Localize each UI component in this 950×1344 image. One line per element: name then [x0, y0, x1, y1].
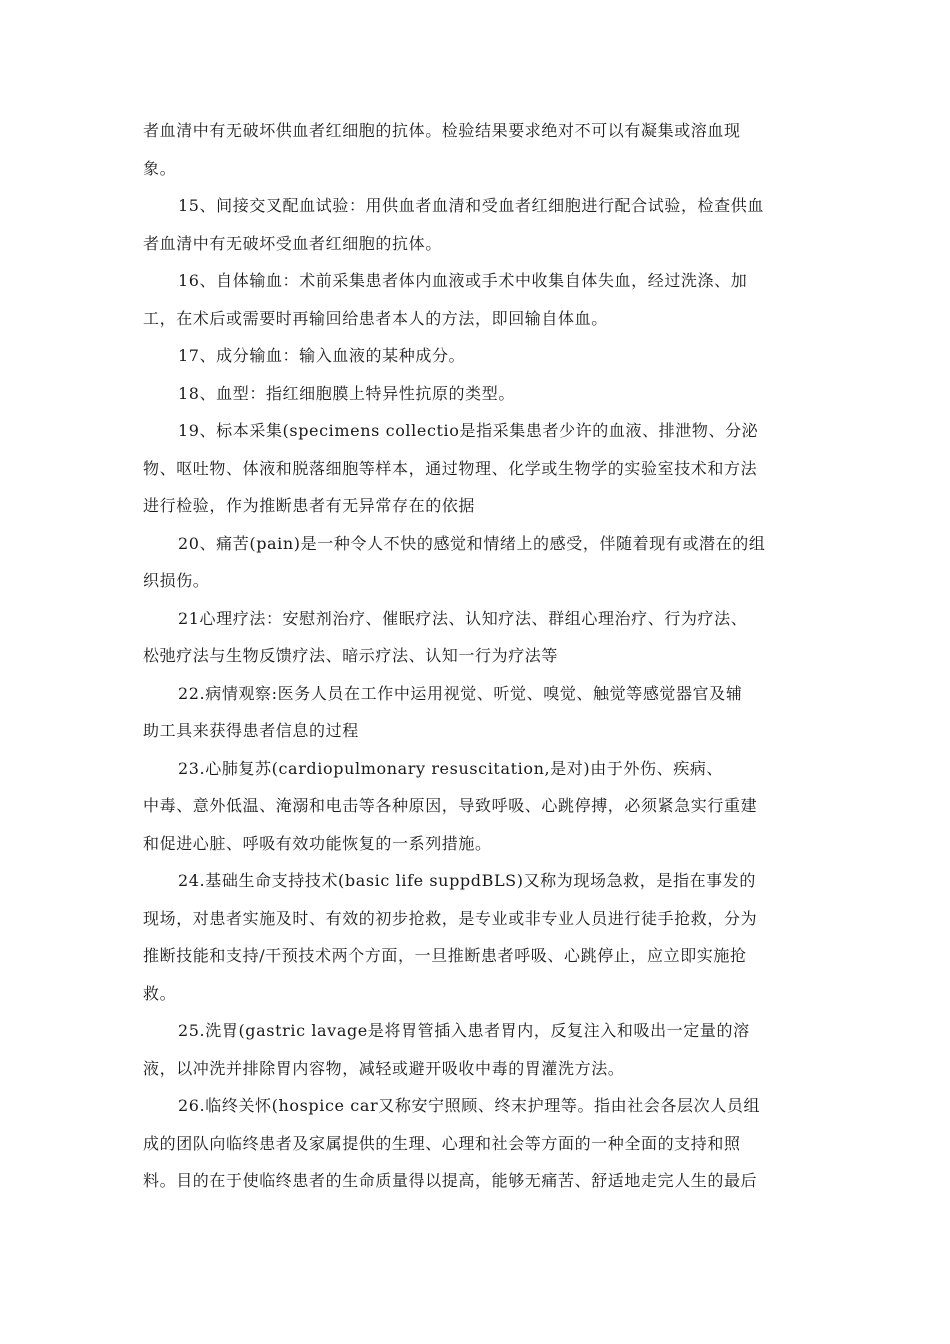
text-line: 20、痛苦(pain)是一种令人不快的感觉和情绪上的感受，伴随着现有或潜在的组: [178, 533, 766, 553]
paragraph-23: [143, 750, 816, 863]
text-line: 25.洗胃(gastric lavage是将胃管插入患者胃内，反复注入和吸出一定量的溶: [178, 1021, 750, 1040]
paragraph-17: [143, 337, 816, 375]
text-line: 物、呕吐物、体液和脱落细胞等样本，通过物理、化学或生物学的实验室技术和方法: [143, 458, 758, 478]
text-line: 成的团队向临终患者及家属提供的生理、心理和社会等方面的一种全面的支持和照: [143, 1133, 741, 1153]
text-line: 进行检验，作为推断患者有无异常存在的依据: [143, 496, 476, 515]
text-line: 救。: [143, 983, 177, 1003]
paragraph-20: [143, 525, 816, 600]
text-line: 松弛疗法与生物反馈疗法、暗示疗法、认知一行为疗法等: [143, 646, 559, 665]
text-line: 和促进心脏、呼吸有效功能恢复的一系列措施。: [143, 833, 492, 853]
paragraph-25: [143, 1012, 816, 1087]
text-line: 者血清中有无破坏受血者红细胞的抗体。: [143, 233, 442, 253]
text-line: 现场，对患者实施及时、有效的初步抢救，是专业或非专业人员进行徒手抢救，分为: [143, 908, 758, 928]
text-line: 推断技能和支持/干预技术两个方面，一旦推断患者呼吸、心跳停止，应立即实施抢: [143, 946, 747, 965]
text-line: 19、标本采集(specimens collectio是指采集患者少许的血液、排泄物、分泌: [178, 421, 759, 440]
paragraph-24: [143, 862, 816, 1012]
paragraph-15: [143, 187, 816, 262]
text-line: 17、成分输血：输入血液的某种成分。: [178, 346, 466, 365]
paragraph-14-continuation: [143, 112, 816, 187]
document-body: [143, 112, 816, 1200]
paragraph-21: [143, 600, 816, 675]
paragraph-22: [143, 675, 816, 750]
text-line: 22.病情观察:医务人员在工作中运用视觉、听觉、嗅觉、触觉等感觉器官及辅: [178, 683, 743, 703]
text-line: 中毒、意外低温、淹溺和电击等各种原因，导致呼吸、心跳停搏，必须紧急实行重建: [143, 796, 758, 815]
paragraph-16: [143, 262, 816, 337]
text-line: 液，以冲洗并排除胃内容物，减轻或避开吸收中毒的胃灌洗方法。: [143, 1058, 625, 1078]
text-line: 料。目的在于使临终患者的生命质量得以提高，能够无痛苦、舒适地走完人生的最后: [143, 1171, 758, 1190]
text-line: 26.临终关怀(hospice car又称安宁照顾、终末护理等。指由社会各层次人员组: [178, 1096, 761, 1115]
text-line: 工，在术后或需要时再输回给患者本人的方法，即回输自体血。: [143, 308, 608, 328]
text-line: 18、血型：指红细胞膜上特异性抗原的类型。: [178, 383, 515, 403]
paragraph-19: [143, 412, 816, 525]
text-line: 象。: [143, 158, 177, 178]
text-line: 者血清中有无破坏供血者红细胞的抗体。检验结果要求绝对不可以有凝集或溶血现: [143, 121, 741, 140]
paragraph-18: [143, 375, 816, 413]
text-line: 织损伤。: [143, 571, 210, 590]
text-line: 16、自体输血：术前采集患者体内血液或手术中收集自体失血，经过洗涤、加: [178, 271, 748, 290]
text-line: 助工具来获得患者信息的过程: [143, 721, 359, 740]
text-line: 15、间接交叉配血试验：用供血者血清和受血者红细胞进行配合试验，检查供血: [178, 196, 764, 215]
text-line: 21心理疗法：安慰剂治疗、催眠疗法、认知疗法、群组心理治疗、行为疗法、: [178, 608, 748, 628]
text-line: 23.心肺复苏(cardiopulmonary resuscitation,是对)由于外伤、疾病、: [178, 758, 724, 778]
text-line: 24.基础生命支持技术(basic life suppdBLS)又称为现场急救，是指在事发的: [178, 871, 756, 890]
paragraph-26: [143, 1087, 816, 1200]
